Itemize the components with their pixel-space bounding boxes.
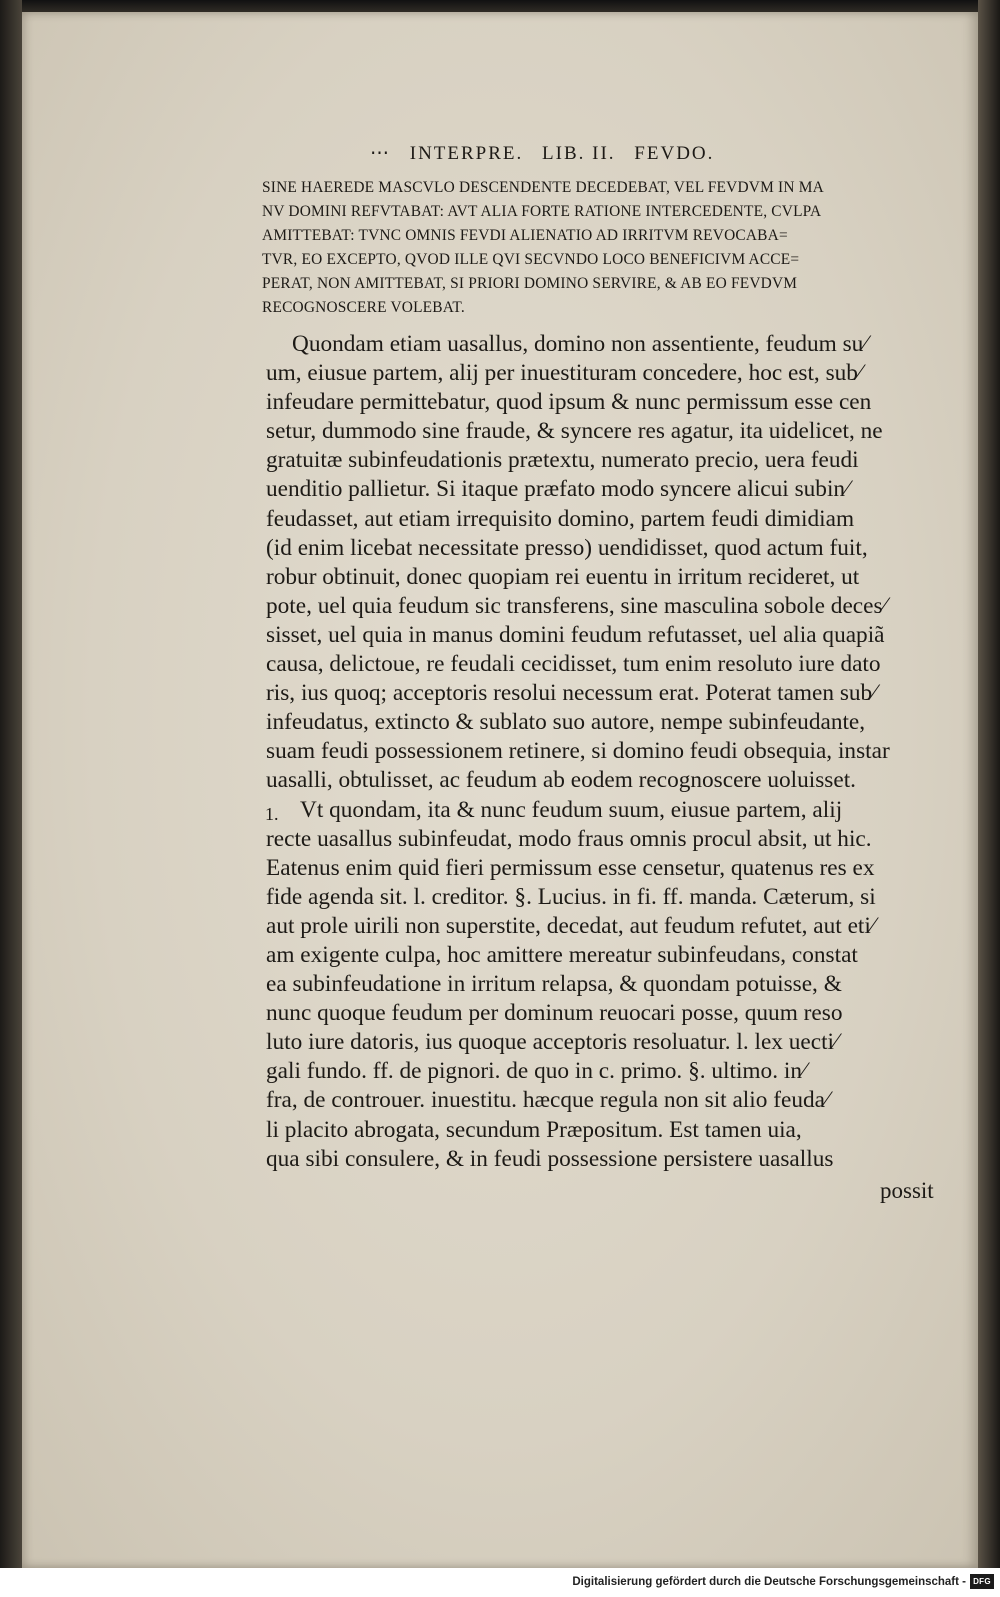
- body-line: fra, de controuer. inuestitu. hæcque regula non sit alio feuda⁄: [266, 1087, 829, 1114]
- summary-line: PERAT, NON AMITTEBAT, SI PRIORI DOMINO SERVIRE, & AB EO FEVDVM: [262, 275, 798, 292]
- body-line: fide agenda sit. l. creditor. §. Lucius. in fi. ff. manda. Cæterum, si: [266, 883, 876, 910]
- body-line: suam feudi possessionem retinere, si domino feudi obsequia, instar: [266, 738, 890, 765]
- body-line: causa, delictoue, re feudali cecidisset, tum enim resoluto iure dato: [266, 651, 881, 678]
- body-line: Quondam etiam uasallus, domino non assentiente, feudum su⁄: [292, 331, 868, 357]
- scan-edge-left: [0, 0, 22, 1568]
- body-line: aut prole uirili non superstite, decedat, aut feudum refutet, aut eti⁄: [266, 912, 875, 939]
- body-line: Eatenus enim quid fieri permissum esse censetur, quatenus res ex: [266, 854, 875, 881]
- running-head-marks: ⋯: [370, 143, 391, 164]
- body-line: Vt quondam, ita & nunc feudum suum, eiusue partem, alij: [300, 796, 843, 823]
- body-text: [266, 330, 946, 1174]
- scan-edge-right: [978, 0, 1000, 1568]
- body-line: robur obtinuit, donec quopiam rei euentu in irritum recideret, ut: [266, 563, 860, 590]
- dfg-logo-icon: DFG: [970, 1574, 994, 1589]
- body-line: (id enim licebat necessitate presso) uendidisset, quod actum fuit,: [266, 534, 868, 561]
- chapter-summary: [262, 176, 942, 320]
- body-line: infeudare permittebatur, quod ipsum & nunc permissum esse cen: [266, 389, 872, 416]
- running-head: [370, 142, 830, 165]
- body-line: infeudatus, extincto & sublato suo autore, nempe subinfeudante,: [266, 709, 866, 736]
- body-line: am exigente culpa, hoc amittere mereatur subinfeudans, constat: [266, 941, 858, 968]
- body-line: um, eiusue partem, alij per inuestituram concedere, hoc est, sub⁄: [266, 360, 862, 387]
- body-line: gali fundo. ff. de pignori. de quo in c. primo. §. ultimo. in⁄: [266, 1058, 806, 1085]
- summary-line: RECOGNOSCERE VOLEBAT.: [262, 299, 465, 316]
- summary-line: AMITTEBAT: TVNC OMNIS FEVDI ALIENATIO AD IRRITVM REVOCABA=: [262, 227, 788, 244]
- catchword: possit: [880, 1178, 934, 1203]
- body-line: qua sibi consulere, & in feudi possessione persistere uasallus: [266, 1145, 834, 1172]
- body-line: pote, uel quia feudum sic transferens, sine masculina sobole deces⁄: [266, 592, 887, 619]
- summary-line: TVR, EO EXCEPTO, QVOD ILLE QVI SECVNDO LOCO BENEFICIVM ACCE=: [262, 251, 800, 268]
- body-line: uenditio pallietur. Si itaque præfato modo syncere alicui subin⁄: [266, 476, 849, 503]
- running-head-right: FEVDO.: [634, 143, 715, 164]
- body-line: ris, ius quoq; acceptoris resolui necessum erat. Poterat tamen sub⁄: [266, 680, 877, 707]
- body-line: gratuitæ subinfeudationis prætextu, numerato precio, uera feudi: [266, 447, 859, 474]
- running-head-left: INTERPRE.: [409, 143, 524, 164]
- body-line: recte uasallus subinfeudat, modo fraus omnis procul absit, ut hic.: [266, 825, 872, 852]
- running-head-middle: LIB. II.: [542, 143, 616, 164]
- body-line: nunc quoque feudum per dominum reuocari posse, quum reso: [266, 1000, 843, 1027]
- body-line: luto iure datoris, ius quoque acceptoris resoluatur. l. lex uecti⁄: [266, 1029, 838, 1056]
- body-line: setur, dummodo sine fraude, & syncere res agatur, ita uidelicet, ne: [266, 418, 883, 445]
- body-line: ea subinfeudatione in irritum relapsa, & quondam potuisse, &: [266, 971, 842, 998]
- body-line: feudasset, aut etiam irrequisito domino, partem feudi dimidiam: [266, 505, 855, 532]
- body-line: uasalli, obtulisset, ac feudum ab eodem recognoscere uoluisset.: [266, 767, 857, 794]
- summary-line: SINE HAEREDE MASCVLO DESCENDENTE DECEDEBAT, VEL FEVDVM IN MA: [262, 179, 824, 196]
- body-line: sisset, uel quia in manus domini feudum refutasset, uel alia quapiã: [266, 621, 885, 648]
- marginal-number: 1.: [265, 804, 279, 824]
- body-line: li placito abrogata, secundum Præpositum. Est tamen uia,: [266, 1116, 802, 1143]
- summary-line: NV DOMINI REFVTABAT: AVT ALIA FORTE RATIONE INTERCEDENTE, CVLPA: [262, 203, 822, 220]
- footer-credit: Digitalisierung gefördert durch die Deutsche Forschungsgemeinschaft -: [572, 1576, 966, 1588]
